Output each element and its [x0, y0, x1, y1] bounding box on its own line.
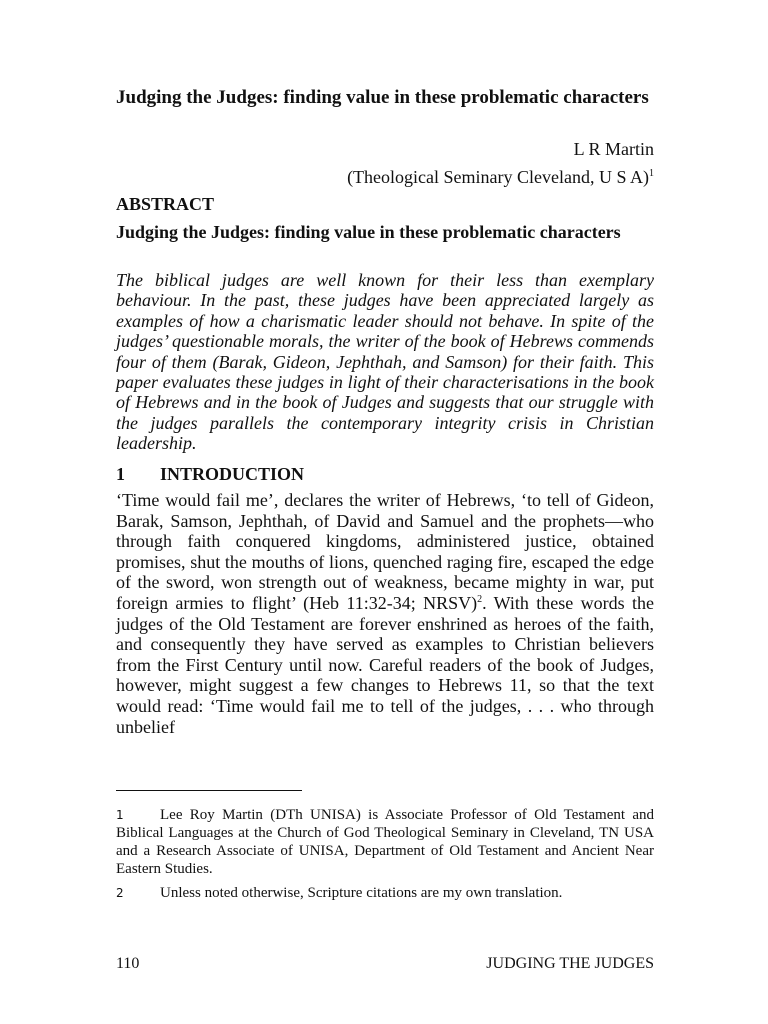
- abstract-body: The biblical judges are well known for their less than exemplary behaviour. In the past, these judges have been appreciated largely as examples of how a charismatic leader should not behave. In spite of the judges’ questionable morals, the writer of the book of Hebrews commends four of them (Barak, Gideon, Jephthah, and Samson) for their faith. This paper evaluates these judges in light of their characterisations in the book of Hebrews and in the book of Judges and suggests that our struggle with the judges parallels the contemporary integrity crisis in Christian leadership.: [116, 270, 654, 454]
- running-head: JUDGING THE JUDGES: [486, 955, 654, 972]
- footnote-divider: [116, 790, 302, 791]
- page-number: 110: [116, 955, 140, 972]
- introduction-paragraph: [116, 490, 654, 737]
- footnote-number: 1: [116, 808, 124, 822]
- author-name: L R Martin: [573, 139, 654, 159]
- footnote-number: 2: [116, 886, 124, 900]
- footnote-text: Lee Roy Martin (DTh UNISA) is Associate Professor of Old Testament and Biblical Languages at the Church of God Theological Seminary in Cleveland, TN USA and a Research Associate of UNISA, Department of Old Testament and Ancient Near Eastern Studies.: [116, 807, 654, 877]
- author-affiliation: [116, 166, 654, 188]
- footnote-ref-1[interactable]: 1: [649, 168, 654, 179]
- footnote-text: Unless noted otherwise, Scripture citations are my own translation.: [160, 885, 563, 901]
- intro-text-part2: . With these words the judges of the Old Testament are forever enshrined as heroes of the faith, and consequently they have served as examples to Christian believers from the First Century until now. Careful readers of the book of Judges, however, might suggest a few changes to Hebrews 11, so that the text would read: ‘Time would fail me to tell of the judges, . . . who through unbelief: [116, 592, 654, 737]
- footnote-2: [116, 884, 654, 902]
- affiliation-text: (Theological Seminary Cleveland, U S A): [347, 167, 649, 187]
- footnote-1: [116, 806, 654, 878]
- section-title: INTRODUCTION: [160, 464, 305, 484]
- section-heading-introduction: [116, 463, 654, 485]
- abstract-title: Judging the Judges: finding value in these problematic characters: [116, 222, 621, 242]
- footnote-ref-2[interactable]: 2: [477, 593, 483, 605]
- paper-title: Judging the Judges: finding value in these problematic characters: [116, 87, 649, 108]
- section-number: 1: [116, 464, 125, 484]
- abstract-heading: ABSTRACT: [116, 194, 215, 214]
- intro-text-part1: ‘Time would fail me’, declares the writer of Hebrews, ‘to tell of Gideon, Barak, Samson, Jephthah, of David and Samuel and the prophets—who through faith conquered kingdoms, administered justice, obtained promises, shut the mouths of lions, quenched raging fire, escaped the edge of the sword, won strength out of weakness, became mighty in war, put foreign armies to flight’ (Heb 11:32-34; NRSV): [116, 490, 654, 613]
